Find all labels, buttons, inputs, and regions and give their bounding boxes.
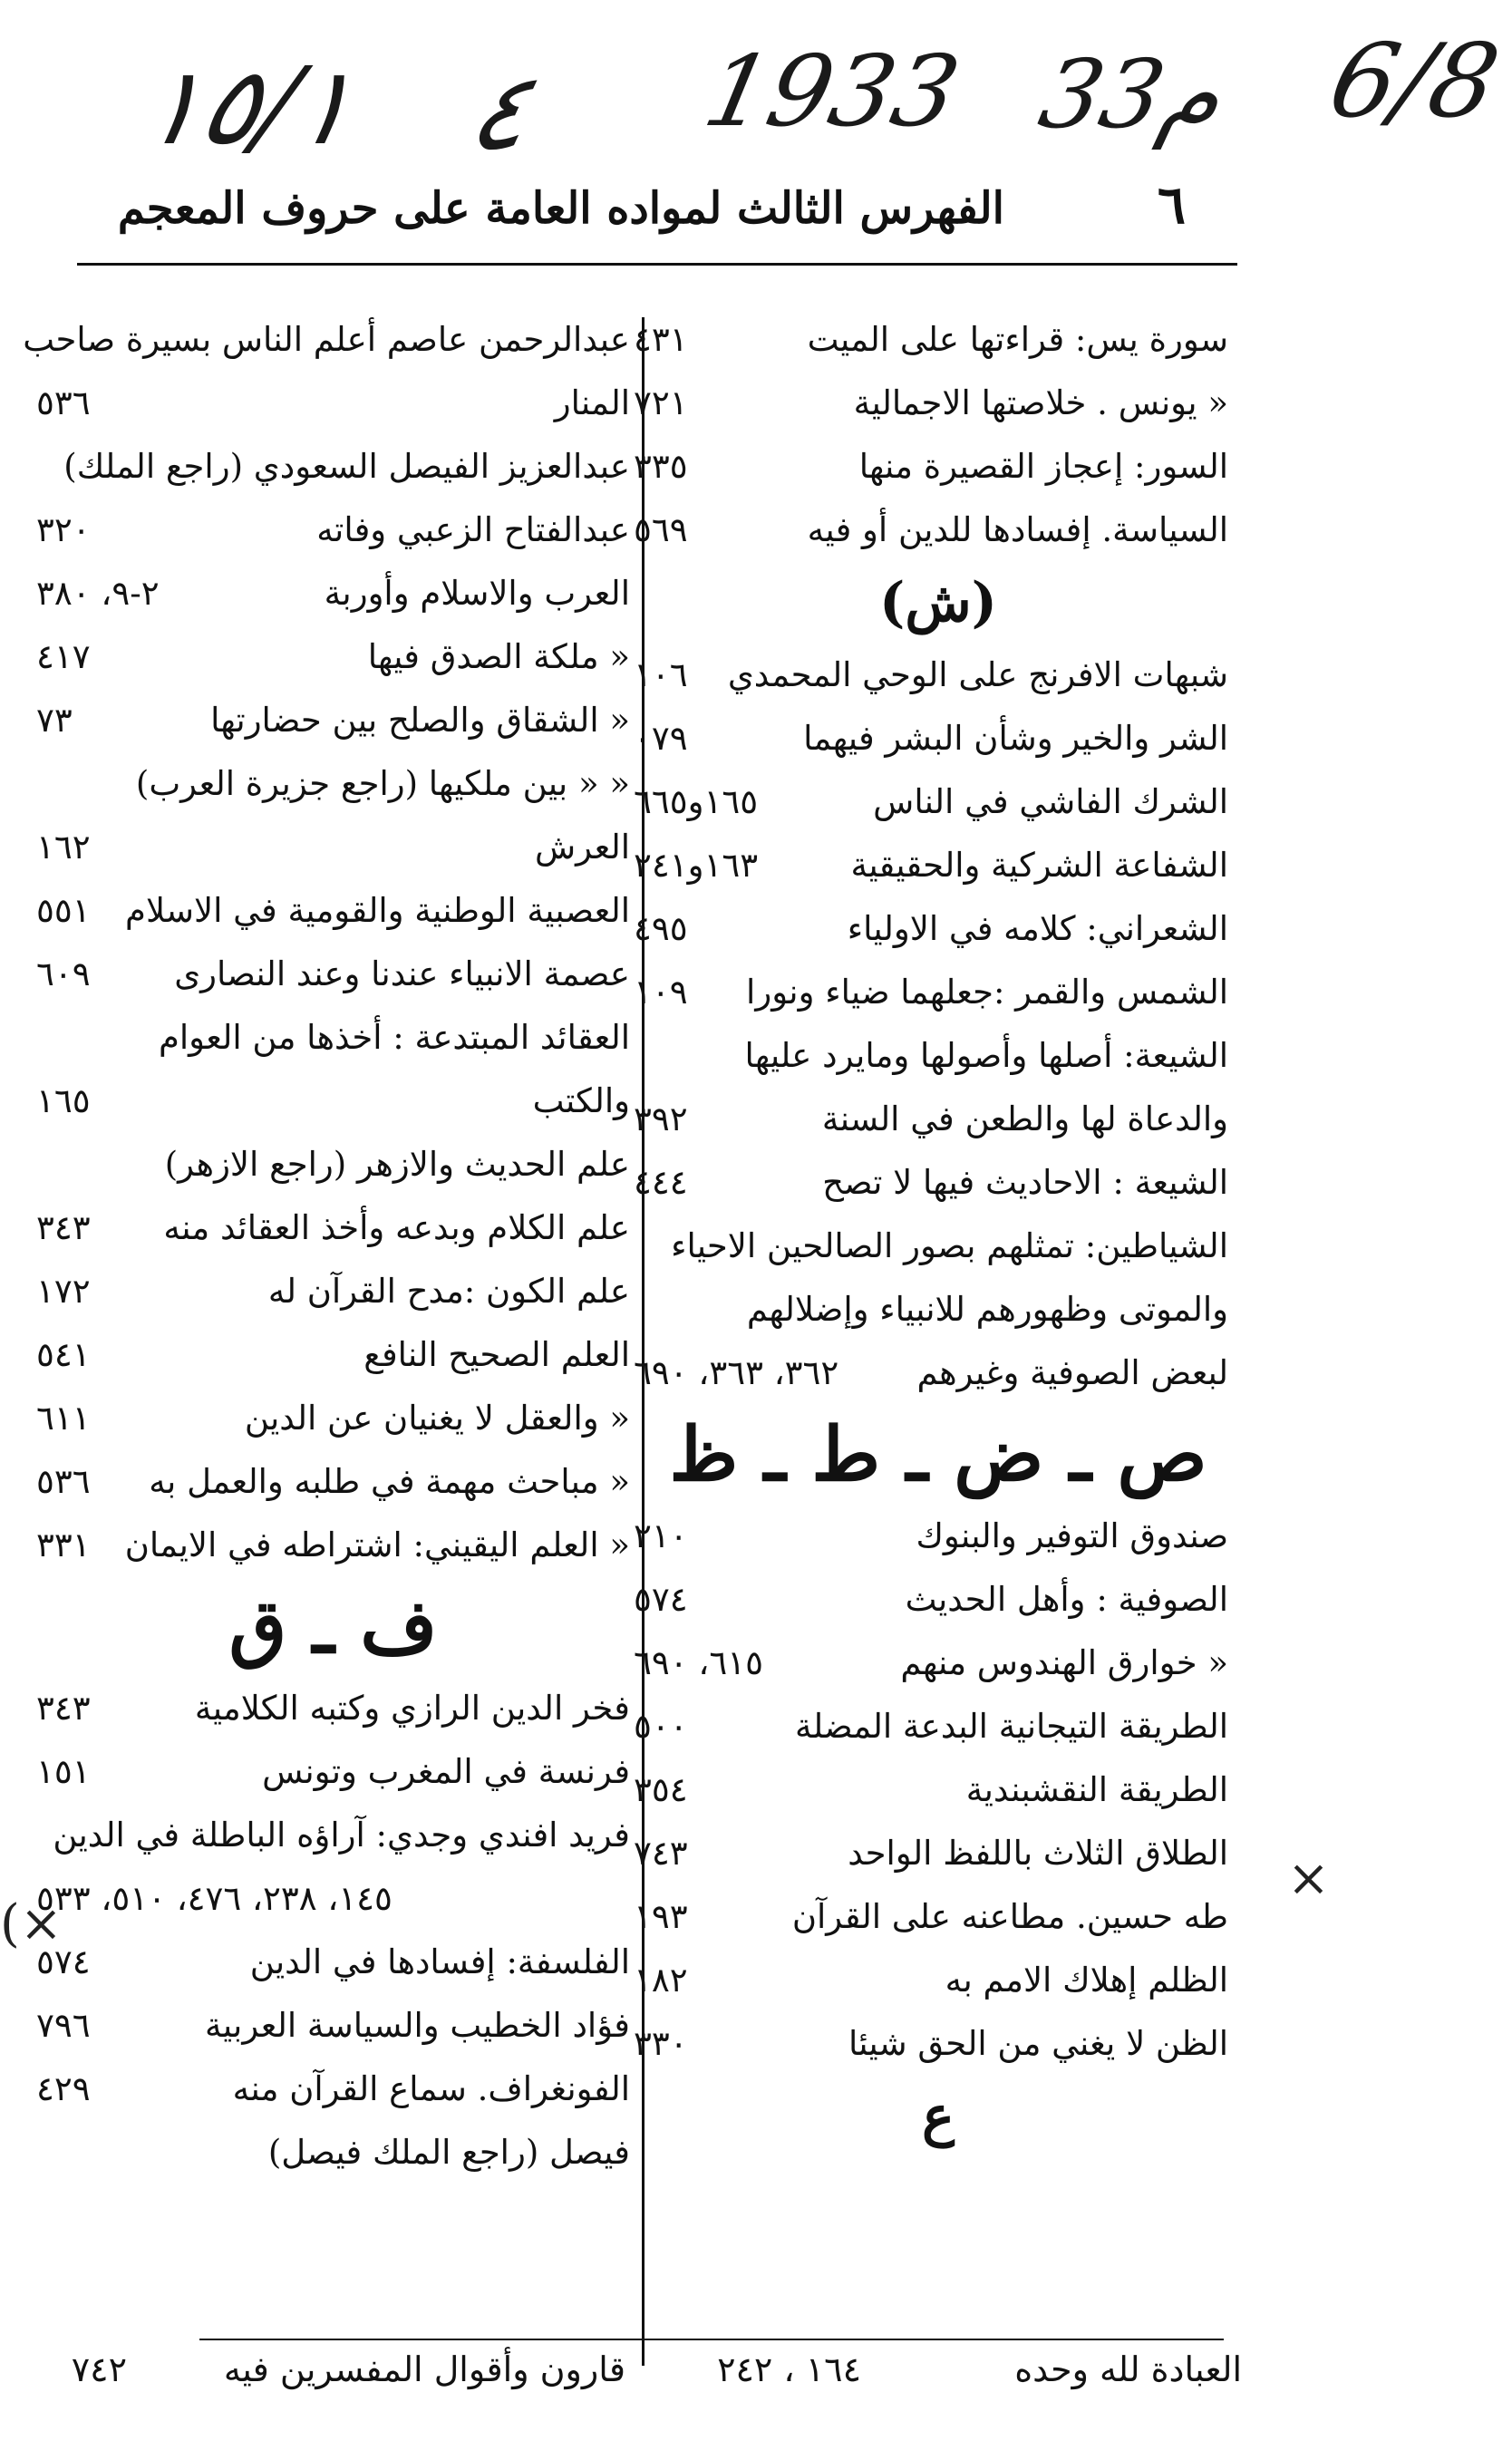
index-entry <box>634 1568 1237 1632</box>
entry-text: العرب والاسلام وأوربة <box>324 574 630 613</box>
entry-page-number: ١٧٢ <box>36 1272 91 1311</box>
index-entry <box>634 834 1237 897</box>
bottom-entries <box>27 2349 1242 2413</box>
index-entry <box>634 2012 1237 2076</box>
entry-text: السور: إعجاز القصيرة منها <box>858 447 1228 486</box>
header-rule <box>77 263 1237 266</box>
entry-page-number: ١٤٥، ٢٣٨، ٤٧٦، ٥١٠، ٥٣٣ <box>36 1879 393 1918</box>
entry-text: « يونس . خلاصتها الاجمالية <box>853 383 1228 422</box>
entry-text: الفلسفة: إفسادها في الدين <box>249 1942 630 1981</box>
index-entry <box>27 1196 639 1260</box>
index-entry <box>27 943 639 1006</box>
entry-text: الشيعة: أصلها وأصولها ومايرد عليها <box>744 1036 1228 1075</box>
entry-page-number: ٢١٠ <box>634 1516 688 1555</box>
index-entry <box>634 707 1237 770</box>
entry-page-number: ٣٤٣ <box>36 1689 91 1728</box>
entry-page-number: ٢-٩، ٣٨٠ <box>36 574 160 613</box>
index-entry <box>634 644 1237 707</box>
index-entry <box>634 1632 1237 1695</box>
entry-text: « الشقاق والصلح بين حضارتها <box>210 701 630 740</box>
entry-page-number: ٧٢١ <box>634 383 688 422</box>
entry-text: فؤاد الخطيب والسياسة العربية <box>205 2006 630 2045</box>
index-entry <box>634 961 1237 1024</box>
index-entry <box>27 1867 639 1931</box>
entry-text: شبهات الافرنج على الوحي المحمدي <box>727 655 1228 694</box>
entry-text: الشياطين: تمثلهم بصور الصالحين الاحياء <box>671 1226 1228 1265</box>
entry-page-number: ٣٥٤ <box>634 1770 688 1809</box>
index-entry <box>634 1151 1237 1215</box>
index-entry <box>634 1822 1237 1885</box>
entry-text: والدعاة لها والطعن في السنة <box>821 1099 1228 1138</box>
handwritten-annotation <box>0 25 1512 179</box>
entry-page-number: ٥٣٦ <box>36 1462 91 1501</box>
entry-text: عبدالعزيز الفيصل السعودي (راجع الملك) <box>63 447 630 486</box>
index-entry <box>639 1215 1237 1278</box>
index-entry <box>27 1006 639 1070</box>
entry-page-number: ١٥١ <box>36 1752 91 1791</box>
margin-x-mark-left: (× <box>0 1894 63 1953</box>
entry-page-number: ٤٤٤ <box>634 1163 688 1202</box>
entry-page-number: ١٠٦ <box>634 655 688 694</box>
index-entry <box>634 1949 1237 2012</box>
index-entry <box>27 752 639 816</box>
index-entry <box>27 1804 639 1867</box>
index-entry <box>27 1260 639 1323</box>
section-letter-heading: (ش) <box>878 571 998 634</box>
index-entry <box>27 562 639 625</box>
index-entry <box>27 1514 639 1577</box>
entry-text: علم الحديث والازهر (راجع الازهر) <box>164 1145 630 1184</box>
entry-text: الطلاق الثلاث باللفظ الواحد <box>848 1834 1228 1873</box>
right-column <box>634 308 1237 2157</box>
entry-text: « خوارق الهندوس منهم <box>900 1643 1228 1682</box>
index-entry <box>634 435 1237 499</box>
bottom-rule <box>199 2339 1224 2340</box>
entry-text: الشر والخير وشأن البشر فيهما <box>803 719 1228 758</box>
entry-text: « والعقل لا يغنيان عن الدين <box>244 1399 630 1438</box>
bottom-right-text: العبادة لله وحده <box>1014 2349 1242 2389</box>
entry-page-number: ١٦٥و٦٦٥ <box>634 782 759 821</box>
handwritten-volume: 33م <box>1031 39 1233 150</box>
handwritten-number: ٤ <box>458 49 543 174</box>
index-entry <box>634 372 1237 435</box>
entry-page-number: ٤٢٩ <box>36 2069 91 2108</box>
index-entry <box>27 499 639 562</box>
entry-text: علم الكون :مدح القرآن له <box>267 1272 630 1311</box>
entry-text: والكتب <box>532 1081 630 1120</box>
index-entry <box>639 1278 1237 1341</box>
entry-text: صندوق التوفير والبنوك <box>916 1516 1228 1555</box>
index-entry <box>634 897 1237 961</box>
entry-text: الطريقة التيجانية البدعة المضلة <box>795 1707 1228 1746</box>
bottom-left-num: ٧٤٢ <box>71 2349 127 2389</box>
entry-text: السياسة. إفسادها للدين أو فيه <box>807 510 1228 549</box>
entry-page-number: ١٨٢ <box>634 1961 688 2000</box>
index-entry <box>27 1133 639 1196</box>
index-entry <box>634 499 1237 562</box>
entry-page-number: ٧٤٣ <box>634 1834 688 1873</box>
entry-page-number: ١٦٥ <box>36 1081 91 1120</box>
entry-page-number: ٣٦٢، ٣٦٣، ٦٩٠ <box>634 1353 839 1392</box>
index-entry <box>27 816 639 879</box>
entry-text: الظلم إهلاك الامم به <box>945 1961 1228 2000</box>
entry-page-number: ٠٧٩ <box>634 719 688 758</box>
entry-text: العرش <box>535 828 630 867</box>
entry-text: الظن لا يغني من الحق شيئا <box>848 2024 1228 2063</box>
entry-page-number: ٤٣١ <box>634 320 688 359</box>
entry-text: عبدالرحمن عاصم أعلم الناس بسيرة صاحب <box>23 320 630 359</box>
section-letter-heading: ف ـ ق <box>228 1584 438 1671</box>
entry-page-number: ٥٠٠ <box>634 1707 688 1746</box>
entry-text: علم الكلام وبدعه وأخذ العقائد منه <box>163 1208 630 1247</box>
page-header <box>109 174 1186 256</box>
entry-text: « ملكة الصدق فيها <box>367 637 630 676</box>
index-entry <box>634 1505 1237 1568</box>
entry-text: الصوفية : وأهل الحديث <box>905 1580 1228 1619</box>
entry-page-number: ٣٣١ <box>36 1525 91 1564</box>
entry-text: العلم الصحيح النافع <box>363 1335 630 1374</box>
entry-text: الفونغراف. سماع القرآن منه <box>232 2069 630 2108</box>
index-entry <box>27 1070 639 1133</box>
entry-page-number: ٦١٥، ٦٩٠ <box>634 1643 763 1682</box>
section-letter-heading: ص ـ ض ـ ط ـ ظ <box>669 1411 1207 1498</box>
entry-text: الشمس والقمر :جعلهما ضياء ونورا <box>746 973 1228 1012</box>
index-entry <box>27 1931 639 1994</box>
entry-page-number: ٣٤٣ <box>36 1208 91 1247</box>
entry-text: سورة يس: قراءتها على الميت <box>807 320 1228 359</box>
entry-text: الشفاعة الشركية والحقيقية <box>850 846 1228 885</box>
entry-text: عبدالفتاح الزعبي وفاته <box>316 510 630 549</box>
entry-text: المنار <box>554 383 630 422</box>
index-entry <box>27 435 639 499</box>
index-entry <box>27 1323 639 1387</box>
index-entry <box>27 625 639 689</box>
bottom-left-text: قارون وأقوال المفسرين فيه <box>223 2349 625 2389</box>
entry-text: فريد افندي وجدي: آراؤه الباطلة في الدين <box>53 1816 630 1855</box>
entry-page-number: ٣٢٠ <box>36 510 91 549</box>
entry-page-number: ٥٧٤ <box>634 1580 688 1619</box>
entry-page-number: ١٩٣ <box>634 1897 688 1936</box>
entry-text: طه حسين. مطاعنه على القرآن <box>791 1897 1228 1936</box>
entry-page-number: ٤١٧ <box>36 637 91 676</box>
index-entry <box>27 1450 639 1514</box>
index-entry <box>27 2058 639 2121</box>
entry-page-number: ١٦٣و٢٤١ <box>634 846 759 885</box>
entry-text: الشيعة : الاحاديث فيها لا تصح <box>822 1163 1228 1202</box>
entry-text: لبعض الصوفية وغيرهم <box>916 1353 1228 1392</box>
index-entry <box>27 689 639 752</box>
index-entry <box>27 879 639 943</box>
entry-text: الشعراني: كلامه في الاولياء <box>847 909 1228 948</box>
entry-page-number: ٣٩٢ <box>634 1099 688 1138</box>
entry-text: العقائد المبتدعة : أخذها من العوام <box>158 1018 630 1057</box>
handwritten-year: 1933 <box>694 35 969 149</box>
entry-page-number: ٥٤١ <box>36 1335 91 1374</box>
index-entry <box>23 308 639 372</box>
index-entry <box>634 1341 1237 1405</box>
index-entry <box>27 1994 639 2058</box>
entry-page-number: ١٦٢ <box>36 828 91 867</box>
index-entry <box>27 2121 639 2184</box>
handwritten-date: ١٥/١ <box>131 44 367 169</box>
index-entry <box>639 1024 1237 1088</box>
entry-page-number: ٥٣٦ <box>36 383 91 422</box>
entry-text: الشرك الفاشي في الناس <box>873 782 1228 821</box>
entry-text: الطريقة النقشبندية <box>965 1770 1228 1809</box>
entry-text: « مباحث مهمة في طلبه والعمل به <box>149 1462 630 1501</box>
page-number: ٦ <box>1157 174 1186 236</box>
entry-text: « « بين ملكيها (راجع جزيرة العرب) <box>135 764 630 803</box>
entry-text: فخر الدين الرازي وكتبه الكلامية <box>194 1689 630 1728</box>
entry-page-number: ٥٧٤ <box>36 1942 91 1981</box>
section-letter-heading: ع <box>922 2085 955 2148</box>
page-title: الفهرس الثالث لمواده العامة على حروف المعجم <box>117 183 1004 234</box>
entry-page-number: ٦١١ <box>36 1399 91 1438</box>
index-entry <box>634 1088 1237 1151</box>
entry-text: العصبية الوطنية والقومية في الاسلام <box>125 891 630 930</box>
entry-page-number: ٥٥١ <box>36 891 91 930</box>
index-entry <box>27 1740 639 1804</box>
entry-text: « العلم اليقيني: اشتراطه في الايمان <box>124 1525 630 1564</box>
entry-page-number: ٣٣٥ <box>634 447 688 486</box>
index-entry <box>634 1695 1237 1758</box>
index-entry <box>634 1885 1237 1949</box>
entry-page-number: ١٠٩ <box>634 973 688 1012</box>
entry-page-number: ٧٩٦ <box>36 2006 91 2045</box>
entry-page-number: ٣٣٠ <box>634 2024 688 2063</box>
index-entry <box>27 372 639 435</box>
index-entry <box>634 770 1237 834</box>
entry-text: والموتى وظهورهم للانبياء وإضلالهم <box>746 1290 1228 1329</box>
index-entry <box>27 1387 639 1450</box>
index-entry <box>634 308 1237 372</box>
entry-text: فرنسة في المغرب وتونس <box>262 1752 630 1791</box>
index-entry <box>634 1758 1237 1822</box>
left-column <box>23 308 639 2184</box>
entry-page-number: ٧٣ <box>36 701 73 740</box>
entry-page-number: ٦٠٩ <box>36 954 91 993</box>
entry-page-number: ٤٩٥ <box>634 909 688 948</box>
bottom-right-num: ١٦٤ ، ٢٤٢ <box>717 2349 861 2389</box>
index-entry <box>27 1677 639 1740</box>
margin-x-mark: × <box>1287 1849 1330 1908</box>
entry-text: فيصل (راجع الملك فيصل) <box>267 2133 630 2172</box>
handwritten-fraction: 6/8 <box>1320 23 1509 140</box>
entry-page-number: ٥٦٩ <box>634 510 688 549</box>
entry-text: عصمة الانبياء عندنا وعند النصارى <box>174 954 630 993</box>
